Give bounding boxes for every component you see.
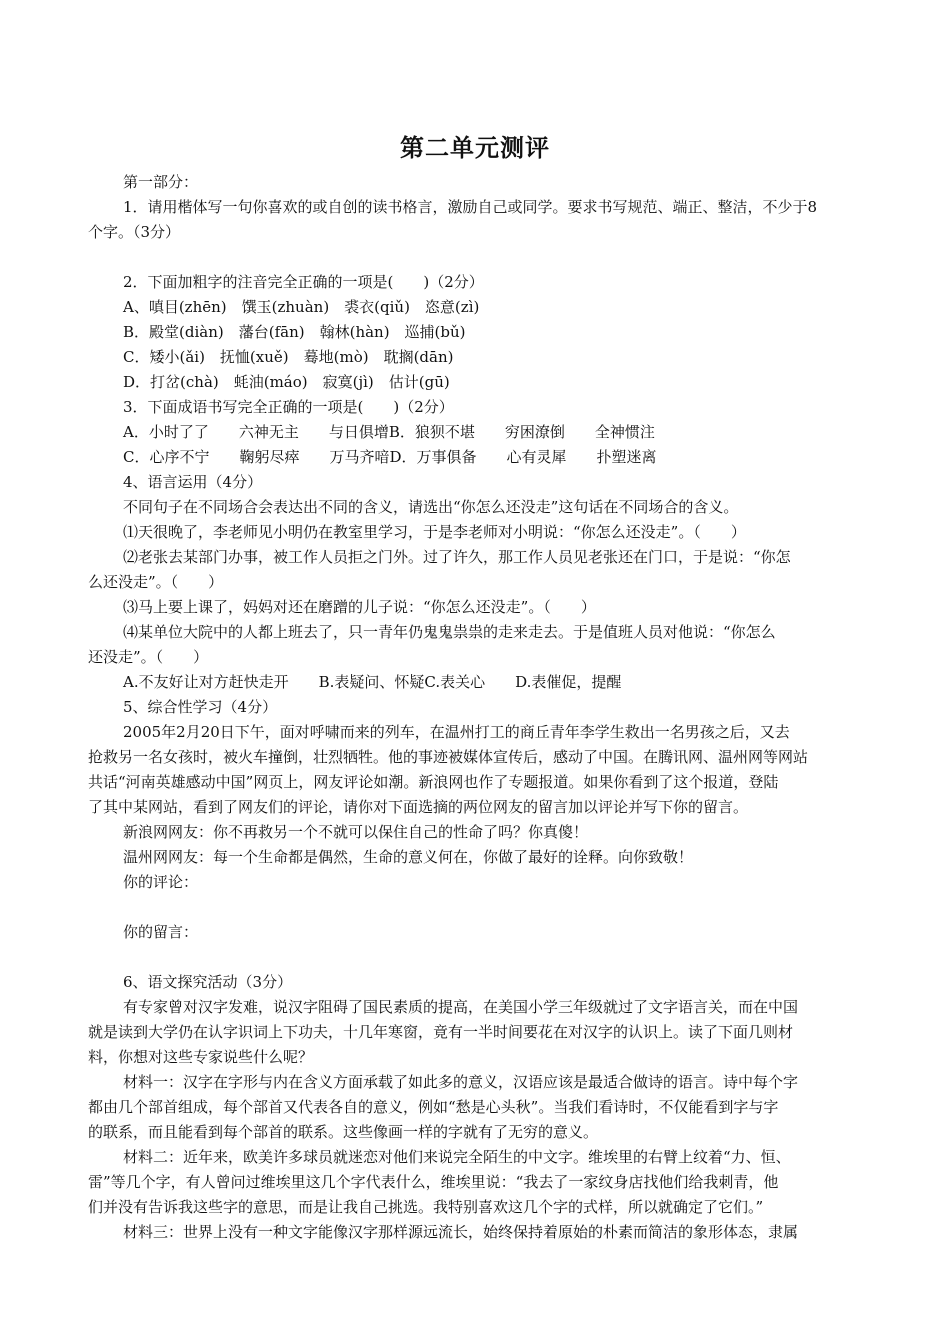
question-4-item-1: ⑴天很晚了，李老师见小明仍在教室里学习，于是李老师对小明说：“你怎么还没走”。（ ） <box>123 523 746 541</box>
option-3ab: A．小时了了 六神无主 与日俱增B．狼狈不堪 穷困潦倒 全神惯注 <box>123 423 655 441</box>
material-1-cont: 的联系，而且能看到每个部首的联系。这些像画一样的字就有了无穷的意义。 <box>88 1123 599 1141</box>
comment-sina: 新浪网网友：你不再救另一个不就可以保住自己的性命了吗？你真傻！ <box>123 823 589 841</box>
comment-wenzhou: 温州网网友：每一个生命都是偶然，生命的意义何在，你做了最好的诠释。向你致敬！ <box>123 848 694 866</box>
option-2c: C．矮小(ǎi) 抚恤(xuě) 蓦地(mò) 耽搁(dān) <box>123 348 454 366</box>
section-heading: 第一部分： <box>123 173 199 191</box>
question-4-item-2-cont: 么还没走”。（ ） <box>88 573 224 591</box>
question-4-heading: 4、语言运用（4分） <box>123 473 263 491</box>
material-2-cont: 雷”等几个字，有人曾问过维埃里这几个字代表什么，维埃里说：“我去了一家纹身店找他们给我刺青，他 <box>88 1173 779 1191</box>
question-2: 2．下面加粗字的注音完全正确的一项是( )（2分） <box>123 273 484 291</box>
question-3: 3．下面成语书写完全正确的一项是( )（2分） <box>123 398 454 416</box>
question-6-heading: 6、语文探究活动（3分） <box>123 973 293 991</box>
question-5-para-cont: 抢救另一名女孩时，被火车撞倒，壮烈牺牲。他的事迹被媒体宣传后，感动了中国。在腾讯网、温州网等网站 <box>88 748 809 766</box>
material-1-cont: 都由几个部首组成，每个部首又代表各自的意义，例如“愁是心头秋”。当我们看诗时，不仅能看到字与字 <box>88 1098 779 1116</box>
question-4-item-4: ⑷某单位大院中的人都上班去了，只一青年仍鬼鬼祟祟的走来走去。于是值班人员对他说：“你怎么 <box>123 623 776 641</box>
question-6-para-cont: 就是读到大学仍在认字识词上下功夫，十几年寒窗，竟有一半时间要花在对汉字的认识上。读了下面几则材 <box>88 1023 794 1041</box>
material-3: 材料三：世界上没有一种文字能像汉字那样源远流长，始终保持着原始的朴素而简洁的象形体态，隶属 <box>123 1223 799 1241</box>
material-2-cont: 们并没有告诉我这些字的意思，而是让我自己挑选。我特别喜欢这几个字的式样，所以就确定了它们。” <box>88 1198 764 1216</box>
question-5-para-cont: 共话“河南英雄感动中国”网页上，网友评论如潮。新浪网也作了专题报道。如果你看到了这个报道，登陆 <box>88 773 779 791</box>
material-1: 材料一：汉字在字形与内在含义方面承载了如此多的意义，汉语应该是最适合做诗的语言。诗中每个字 <box>123 1073 799 1091</box>
page-title: 第二单元测评 <box>400 134 550 162</box>
question-1-cont: 个字。（3分） <box>88 223 181 241</box>
question-4-item-2: ⑵老张去某部门办事，被工作人员拒之门外。过了许久，那工作人员见老张还在门口，于是说：“你怎 <box>123 548 791 566</box>
question-6-para: 有专家曾对汉字发难，说汉字阻碍了国民素质的提高，在美国小学三年级就过了文字语言关，而在中国 <box>123 998 799 1016</box>
question-4-item-4-cont: 还没走”。（ ） <box>88 648 209 666</box>
your-message-label: 你的留言： <box>123 923 199 941</box>
option-3cd: C．心序不宁 鞠躬尽瘁 万马齐喑D．万事俱备 心有灵犀 扑塑迷离 <box>123 448 657 466</box>
material-2: 材料二：近年来，欧美许多球员就迷恋对他们来说完全陌生的中文字。维埃里的右臂上纹着“力、恒、 <box>123 1148 791 1166</box>
question-5-para: 2005年2月20日下午，面对呼啸而来的列车，在温州打工的商丘青年李学生救出一名男孩之后，又去 <box>123 723 790 741</box>
question-6-para-cont: 料，你想对这些专家说些什么呢？ <box>88 1048 314 1066</box>
question-4-intro: 不同句子在不同场合会表达出不同的含义，请选出“你怎么还没走”这句话在不同场合的含义。 <box>123 498 739 516</box>
question-4-item-3: ⑶马上要上课了，妈妈对还在磨蹭的儿子说：“你怎么还没走”。（ ） <box>123 598 596 616</box>
question-4-options: A.不友好让对方赶快走开 B.表疑问、怀疑C.表关心 D.表催促，提醒 <box>123 673 622 691</box>
your-comment-label: 你的评论： <box>123 873 199 891</box>
question-5-para-cont: 了其中某网站，看到了网友们的评论，请你对下面选摘的两位网友的留言加以评论并写下你的留言。 <box>88 798 749 816</box>
question-5-heading: 5、综合性学习（4分） <box>123 698 278 716</box>
option-2b: B．殿堂(diàn) 藩台(fān) 翰林(hàn) 巡捕(bǔ) <box>123 323 466 341</box>
option-2a: A、嗔目(zhēn) 馔玉(zhuàn) 裘衣(qiǔ) 恣意(zì) <box>123 298 480 316</box>
question-1: 1．请用楷体写一句你喜欢的或自创的读书格言，激励自己或同学。要求书写规范、端正、整洁，不少于8 <box>123 198 818 216</box>
option-2d: D．打岔(chà) 蚝油(máo) 寂寞(jì) 估计(gū) <box>123 373 450 391</box>
